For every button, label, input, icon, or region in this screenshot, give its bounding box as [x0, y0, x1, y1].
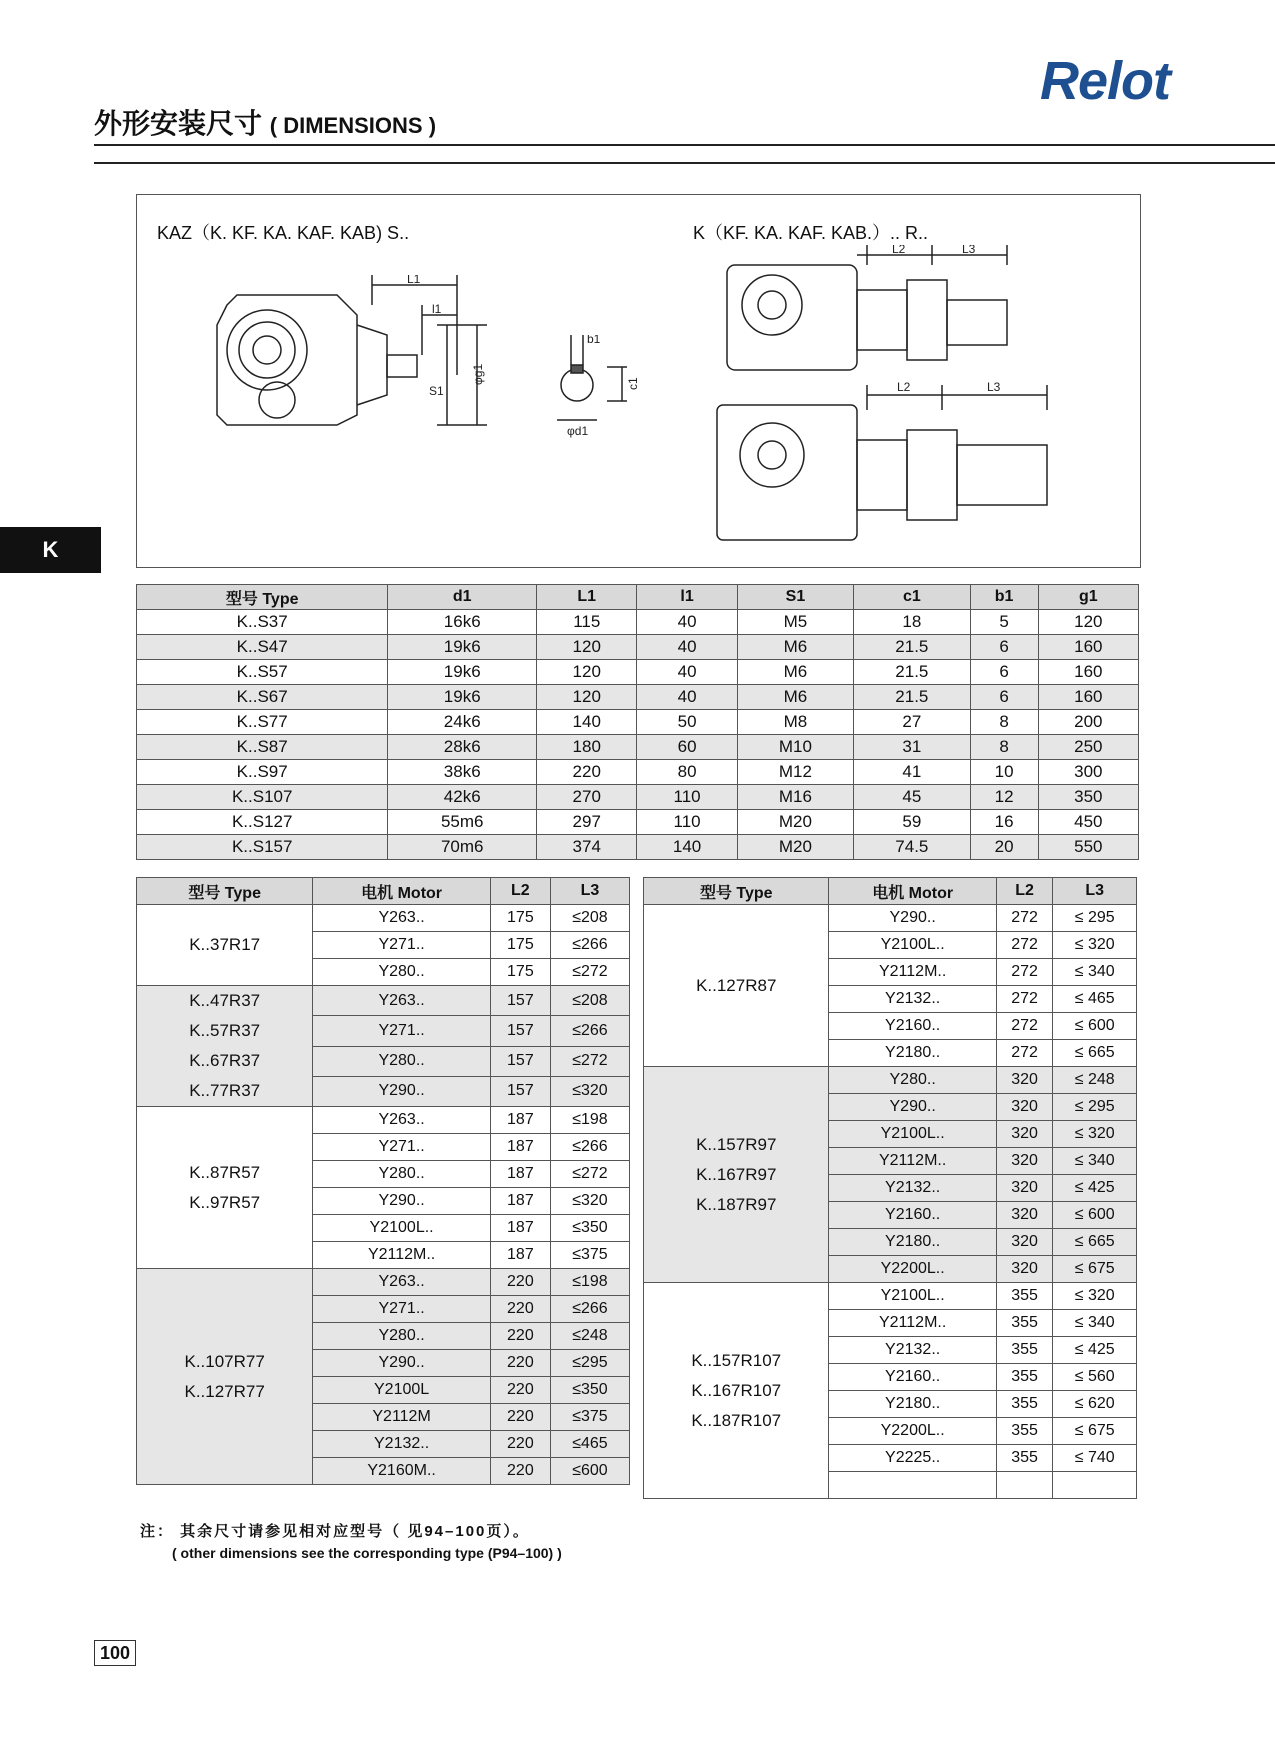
table-cell: ≤ 295 [1053, 905, 1137, 932]
table-cell: ≤ 600 [1053, 1202, 1137, 1229]
group-type-label: K..167R107 [691, 1380, 782, 1400]
table-cell: 115 [537, 610, 637, 635]
table-cell: ≤ 320 [1053, 1121, 1137, 1148]
table-cell: Y280.. [313, 1323, 491, 1350]
table-cell: 28k6 [388, 735, 537, 760]
table-cell: ≤272 [550, 1161, 629, 1188]
table-cell: M6 [737, 635, 853, 660]
table-cell: Y271.. [313, 1296, 491, 1323]
table-cell: Y290.. [313, 1188, 491, 1215]
table-cell: K..S97 [137, 760, 388, 785]
table-header-cell: 型号 Type [644, 878, 829, 905]
table-cell: 74.5 [854, 835, 970, 860]
table-cell: 16 [970, 810, 1038, 835]
table-cell: 272 [996, 905, 1053, 932]
table-cell: 160 [1038, 660, 1138, 685]
table-header-cell: 型号 Type [137, 878, 313, 905]
dim-L1-label: L1 [407, 275, 421, 286]
table-cell: 175 [490, 905, 550, 932]
table-cell: K..S57 [137, 660, 388, 685]
table-cell: 272 [996, 932, 1053, 959]
table-cell: 187 [490, 1107, 550, 1134]
dim-L2-bottom-label: L2 [897, 380, 911, 394]
table-cell: 220 [490, 1377, 550, 1404]
table-cell: Y2160.. [829, 1013, 996, 1040]
table-cell: 55m6 [388, 810, 537, 835]
table-cell: Y2132.. [313, 1431, 491, 1458]
table-cell: 220 [490, 1404, 550, 1431]
table-row [137, 760, 1139, 785]
table-cell: ≤ 675 [1053, 1256, 1137, 1283]
table-cell: 110 [637, 785, 737, 810]
table-row [137, 635, 1139, 660]
table-cell: 110 [637, 810, 737, 835]
table-cell: 6 [970, 685, 1038, 710]
table-cell: 220 [490, 1431, 550, 1458]
table-cell: Y2180.. [829, 1229, 996, 1256]
shaft-section-drawing [547, 335, 657, 455]
table-cell: 40 [637, 610, 737, 635]
table-cell: 21.5 [854, 685, 970, 710]
dim-S1-label: S1 [429, 384, 444, 398]
table-cell: ≤295 [550, 1350, 629, 1377]
table-cell: 300 [1038, 760, 1138, 785]
table-header-cell: L1 [537, 585, 637, 610]
table-cell: 180 [537, 735, 637, 760]
group-type-label: K..187R97 [696, 1194, 777, 1214]
table-cell: Y2112M.. [829, 1148, 996, 1175]
table-cell: ≤198 [550, 1269, 629, 1296]
table-cell: ≤ 665 [1053, 1040, 1137, 1067]
table-cell: 160 [1038, 685, 1138, 710]
table-row [137, 685, 1139, 710]
table-cell: Y2132.. [829, 1175, 996, 1202]
table-cell: 60 [637, 735, 737, 760]
group-type-label: K..97R57 [189, 1192, 261, 1212]
table-header-cell: g1 [1038, 585, 1138, 610]
table-cell: M6 [737, 660, 853, 685]
group-type-label: K..67R37 [189, 1051, 261, 1070]
dim-L2-top-label: L2 [892, 245, 906, 256]
table-cell: Y271.. [313, 1016, 491, 1046]
table-cell: ≤ 425 [1053, 1337, 1137, 1364]
table-cell: ≤266 [550, 1296, 629, 1323]
title-cn: 外形安装尺寸 [94, 108, 263, 139]
section-tab: K [0, 527, 101, 573]
table-cell: Y263.. [313, 1107, 491, 1134]
table-cell: ≤ 340 [1053, 959, 1137, 986]
table-row [644, 905, 1137, 932]
table-cell: M10 [737, 735, 853, 760]
table-cell: 24k6 [388, 710, 537, 735]
table-cell: ≤266 [550, 932, 629, 959]
table-cell: Y2160.. [829, 1364, 996, 1391]
table-cell: 50 [637, 710, 737, 735]
table-header-cell: L3 [550, 878, 629, 905]
table-cell: 220 [490, 1458, 550, 1485]
dim-L3-bottom-label: L3 [987, 380, 1001, 394]
table-header-cell: L2 [490, 878, 550, 905]
table-cell: Y2132.. [829, 986, 996, 1013]
page-title [94, 102, 436, 142]
table-cell: K..S37 [137, 610, 388, 635]
table-cell: ≤375 [550, 1404, 629, 1431]
table-cell: Y2100L [313, 1377, 491, 1404]
table-cell: ≤ 248 [1053, 1067, 1137, 1094]
table-cell: ≤248 [550, 1323, 629, 1350]
group-type-label: K..157R107 [691, 1350, 782, 1370]
drawing-label-left: KAZ（K. KF. KA. KAF. KAB) S.. [157, 223, 410, 243]
group-type-label: K..37R17 [189, 935, 261, 954]
table-row [137, 835, 1139, 860]
table-cell: ≤272 [550, 959, 629, 986]
group-type-label: K..127R77 [184, 1381, 265, 1401]
table-cell: ≤ 600 [1053, 1013, 1137, 1040]
table-cell: 42k6 [388, 785, 537, 810]
table-cell: 157 [490, 1076, 550, 1106]
table-row [137, 810, 1139, 835]
table-cell: 120 [537, 635, 637, 660]
table-cell: ≤ 320 [1053, 1283, 1137, 1310]
table-cell: 140 [537, 710, 637, 735]
table-header-cell: 电机 Motor [313, 878, 491, 905]
table-cell: 187 [490, 1161, 550, 1188]
dim-l1-label: l1 [432, 302, 442, 316]
table-cell: ≤ 620 [1053, 1391, 1137, 1418]
table-cell: Y2112M.. [829, 1310, 996, 1337]
table-cell: 297 [537, 810, 637, 835]
table-cell: 140 [637, 835, 737, 860]
group-type-label: K..157R97 [696, 1134, 777, 1154]
table-cell: Y2112M.. [313, 1242, 491, 1269]
table-cell: 157 [490, 1046, 550, 1076]
group-type-cell [644, 905, 829, 1067]
table-cell: 19k6 [388, 660, 537, 685]
table-header-cell: d1 [388, 585, 537, 610]
table-cell: M16 [737, 785, 853, 810]
table-cell: 355 [996, 1310, 1053, 1337]
table-cell: ≤ 425 [1053, 1175, 1137, 1202]
table-cell: 45 [854, 785, 970, 810]
dim-g1-label: φg1 [471, 363, 485, 385]
table-cell: 355 [996, 1364, 1053, 1391]
table-row [137, 785, 1139, 810]
table-cell: K..S47 [137, 635, 388, 660]
table-cell: Y290.. [313, 1076, 491, 1106]
table-cell: K..S87 [137, 735, 388, 760]
table-row [137, 986, 630, 1016]
table-cell: M12 [737, 760, 853, 785]
table-cell: K..S67 [137, 685, 388, 710]
table-cell: 175 [490, 932, 550, 959]
table-cell: 355 [996, 1337, 1053, 1364]
table-cell: ≤ 465 [1053, 986, 1137, 1013]
table-cell: 120 [537, 660, 637, 685]
footnote-en: ( other dimensions see the corresponding type (P94–100) ) [172, 1545, 562, 1561]
table-cell: ≤ 740 [1053, 1445, 1137, 1472]
table-row [644, 1067, 1137, 1094]
table-cell: 18 [854, 610, 970, 635]
table-cell: ≤ 340 [1053, 1310, 1137, 1337]
table-cell: 6 [970, 660, 1038, 685]
table-header-cell: L2 [996, 878, 1053, 905]
table-cell: 19k6 [388, 635, 537, 660]
table-cell: 157 [490, 986, 550, 1016]
table-header-cell: b1 [970, 585, 1038, 610]
table-cell: Y290.. [829, 1094, 996, 1121]
table-cell: Y2100L.. [829, 932, 996, 959]
table-cell: 374 [537, 835, 637, 860]
table-cell: 320 [996, 1148, 1053, 1175]
table-cell: Y2160.. [829, 1202, 996, 1229]
table-cell: Y280.. [829, 1067, 996, 1094]
shaft-dimensions-table [136, 584, 1139, 860]
table-cell: Y2225.. [829, 1445, 996, 1472]
table-cell: Y280.. [313, 959, 491, 986]
table-cell: 38k6 [388, 760, 537, 785]
table-cell: 40 [637, 660, 737, 685]
table-cell: 250 [1038, 735, 1138, 760]
table-cell: Y280.. [313, 1161, 491, 1188]
table-cell: Y2100L.. [829, 1283, 996, 1310]
table-cell: ≤266 [550, 1016, 629, 1046]
table-cell: 175 [490, 959, 550, 986]
table-row [644, 1283, 1137, 1310]
table-cell: Y2112M [313, 1404, 491, 1431]
gearmotor-drawings [707, 245, 1127, 555]
table-cell: 21.5 [854, 635, 970, 660]
table-header-cell: l1 [637, 585, 737, 610]
table-cell: K..S127 [137, 810, 388, 835]
table-cell: Y271.. [313, 932, 491, 959]
group-type-cell [137, 905, 313, 986]
table-cell: 19k6 [388, 685, 537, 710]
table-cell: ≤ 560 [1053, 1364, 1137, 1391]
dim-b1-label: b1 [587, 335, 601, 346]
table-cell: 220 [537, 760, 637, 785]
table-cell: 70m6 [388, 835, 537, 860]
gearbox-solid-shaft-drawing [207, 275, 507, 465]
table-cell: 5 [970, 610, 1038, 635]
group-type-label: K..47R37 [189, 991, 261, 1010]
table-cell: 220 [490, 1350, 550, 1377]
table-cell: M8 [737, 710, 853, 735]
table-row [137, 1269, 630, 1296]
table-cell: Y280.. [313, 1046, 491, 1076]
table-row [137, 735, 1139, 760]
table-cell: 450 [1038, 810, 1138, 835]
table-cell: 40 [637, 685, 737, 710]
table-cell: ≤320 [550, 1076, 629, 1106]
table-cell: 355 [996, 1283, 1053, 1310]
table-cell: 320 [996, 1121, 1053, 1148]
table-cell: 16k6 [388, 610, 537, 635]
table-cell [1053, 1472, 1137, 1499]
table-header-cell: 电机 Motor [829, 878, 996, 905]
table-cell: M6 [737, 685, 853, 710]
table-header-cell: S1 [737, 585, 853, 610]
table-cell: 120 [1038, 610, 1138, 635]
table-cell: ≤465 [550, 1431, 629, 1458]
table-cell: 272 [996, 986, 1053, 1013]
table-cell: 27 [854, 710, 970, 735]
table-cell: M20 [737, 810, 853, 835]
group-type-label: K..107R77 [184, 1351, 265, 1371]
table-row [137, 610, 1139, 635]
group-type-label: K..57R37 [189, 1021, 261, 1040]
motor-dimensions-table-right [643, 877, 1137, 1499]
table-row [137, 660, 1139, 685]
table-cell: Y2160M.. [313, 1458, 491, 1485]
table-cell: 10 [970, 760, 1038, 785]
footnote-cn: 注： 其余尺寸请参见相对应型号（ 见94–100页）。 [140, 1523, 530, 1540]
table-cell: 157 [490, 1016, 550, 1046]
table-cell: 8 [970, 710, 1038, 735]
table-row [137, 1107, 630, 1134]
table-cell: ≤320 [550, 1188, 629, 1215]
table-cell: 350 [1038, 785, 1138, 810]
group-type-label: K..77R37 [189, 1081, 261, 1100]
table-cell: 355 [996, 1391, 1053, 1418]
table-cell: Y2200L.. [829, 1256, 996, 1283]
table-cell: Y2132.. [829, 1337, 996, 1364]
table-cell: 31 [854, 735, 970, 760]
table-cell: 272 [996, 1040, 1053, 1067]
table-cell: 355 [996, 1418, 1053, 1445]
table-cell: Y2112M.. [829, 959, 996, 986]
table-cell [829, 1472, 996, 1499]
group-type-cell [137, 1107, 313, 1269]
table-row [137, 905, 630, 932]
table-cell: Y271.. [313, 1134, 491, 1161]
table-cell: 320 [996, 1094, 1053, 1121]
header-rule-top [94, 144, 1275, 146]
table-header-cell: c1 [854, 585, 970, 610]
table-cell: 187 [490, 1242, 550, 1269]
table-cell: Y2100L.. [313, 1215, 491, 1242]
group-type-cell [137, 1269, 313, 1485]
table-cell: ≤208 [550, 905, 629, 932]
table-cell: ≤350 [550, 1215, 629, 1242]
table-cell: ≤600 [550, 1458, 629, 1485]
table-cell: K..S107 [137, 785, 388, 810]
table-row [137, 710, 1139, 735]
group-type-label: K..187R107 [691, 1410, 782, 1430]
table-cell: 80 [637, 760, 737, 785]
table-cell: Y263.. [313, 1269, 491, 1296]
table-cell: 320 [996, 1067, 1053, 1094]
table-cell: Y2180.. [829, 1040, 996, 1067]
drawing-label-right: K（KF. KA. KAF. KAB.）.. R.. [693, 223, 929, 243]
header-rule-bottom [94, 162, 1275, 164]
table-cell: 59 [854, 810, 970, 835]
brand-logo: Relot [1040, 51, 1170, 111]
table-cell: ≤ 665 [1053, 1229, 1137, 1256]
table-cell: Y290.. [829, 905, 996, 932]
table-cell: Y263.. [313, 905, 491, 932]
group-type-label: K..167R97 [696, 1164, 777, 1184]
table-cell: 272 [996, 1013, 1053, 1040]
table-cell: 320 [996, 1229, 1053, 1256]
table-cell: M5 [737, 610, 853, 635]
table-cell: ≤208 [550, 986, 629, 1016]
table-cell: ≤ 320 [1053, 932, 1137, 959]
table-cell: Y290.. [313, 1350, 491, 1377]
table-cell: 200 [1038, 710, 1138, 735]
table-cell: ≤375 [550, 1242, 629, 1269]
group-type-cell [644, 1067, 829, 1283]
table-cell: 6 [970, 635, 1038, 660]
table-cell: ≤ 675 [1053, 1418, 1137, 1445]
dimension-drawing-panel [136, 194, 1141, 568]
table-cell: ≤ 295 [1053, 1094, 1137, 1121]
table-cell: K..S77 [137, 710, 388, 735]
table-cell: 160 [1038, 635, 1138, 660]
group-type-cell [644, 1283, 829, 1499]
table-header-cell: L3 [1053, 878, 1137, 905]
page-number: 100 [94, 1640, 136, 1666]
table-cell: Y2200L.. [829, 1418, 996, 1445]
table-cell: 20 [970, 835, 1038, 860]
table-cell: 272 [996, 959, 1053, 986]
dim-c1-label: c1 [626, 377, 640, 390]
table-cell: 320 [996, 1256, 1053, 1283]
table-cell: 550 [1038, 835, 1138, 860]
table-cell: 320 [996, 1202, 1053, 1229]
group-type-label: K..127R87 [696, 975, 777, 995]
table-cell: 120 [537, 685, 637, 710]
table-cell: 12 [970, 785, 1038, 810]
table-cell: 220 [490, 1323, 550, 1350]
table-cell: ≤ 340 [1053, 1148, 1137, 1175]
table-cell: ≤272 [550, 1046, 629, 1076]
table-cell: ≤266 [550, 1134, 629, 1161]
group-type-label: K..87R57 [189, 1162, 261, 1182]
table-cell: ≤198 [550, 1107, 629, 1134]
table-cell: 320 [996, 1175, 1053, 1202]
table-cell: 40 [637, 635, 737, 660]
title-en: ( DIMENSIONS ) [269, 113, 437, 138]
table-cell: 187 [490, 1188, 550, 1215]
table-cell: 21.5 [854, 660, 970, 685]
dim-L3-top-label: L3 [962, 245, 976, 256]
table-cell: Y2100L.. [829, 1121, 996, 1148]
table-cell: K..S157 [137, 835, 388, 860]
table-cell: Y2180.. [829, 1391, 996, 1418]
table-header-cell: 型号 Type [137, 585, 388, 610]
table-cell: 220 [490, 1296, 550, 1323]
group-type-cell [137, 986, 313, 1107]
table-cell: M20 [737, 835, 853, 860]
table-cell [996, 1472, 1053, 1499]
table-cell: 187 [490, 1134, 550, 1161]
table-cell: 355 [996, 1445, 1053, 1472]
dim-d1-label: φd1 [567, 424, 589, 438]
table-cell: 187 [490, 1215, 550, 1242]
table-cell: ≤350 [550, 1377, 629, 1404]
motor-dimensions-table-left [136, 877, 630, 1485]
table-cell: 270 [537, 785, 637, 810]
table-cell: Y263.. [313, 986, 491, 1016]
table-cell: 220 [490, 1269, 550, 1296]
table-cell: 41 [854, 760, 970, 785]
table-cell: 8 [970, 735, 1038, 760]
